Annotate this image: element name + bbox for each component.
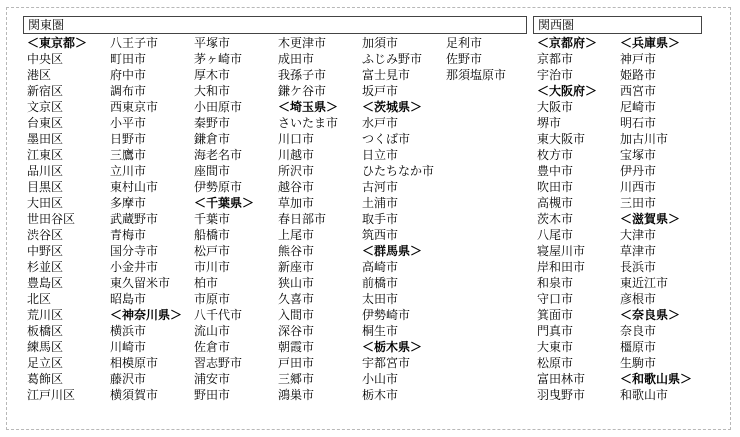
city-name: 高槻市 <box>537 196 574 210</box>
city-name: 市川市 <box>194 260 231 274</box>
city-name: 千葉市 <box>194 212 231 226</box>
city-name: ひたちなか市 <box>362 164 435 178</box>
city-name: 坂戸市 <box>362 84 399 98</box>
city-name: 三鷹市 <box>110 148 147 162</box>
city-name: 前橋市 <box>362 276 399 290</box>
prefecture-heading: ＜京都府＞ <box>537 36 598 50</box>
city-name: 武蔵野市 <box>110 212 159 226</box>
city-name: 戸田市 <box>278 356 315 370</box>
city-name: 日立市 <box>362 148 399 162</box>
city-name: 加古川市 <box>620 132 669 146</box>
city-name: 宇都宮市 <box>362 356 411 370</box>
kanto-column <box>194 35 254 403</box>
city-name: 足立区 <box>27 356 64 370</box>
city-name: 朝霞市 <box>278 340 315 354</box>
city-name: 台東区 <box>27 116 64 130</box>
city-name: 草津市 <box>620 244 657 258</box>
city-name: 土浦市 <box>362 196 399 210</box>
city-name: 中央区 <box>27 52 64 66</box>
city-name: 大東市 <box>537 340 574 354</box>
city-name: 練馬区 <box>27 340 64 354</box>
city-name: 浦安市 <box>194 372 231 386</box>
city-name: 伊勢崎市 <box>362 308 411 322</box>
city-name: 府中市 <box>110 68 147 82</box>
city-name: 松戸市 <box>194 244 231 258</box>
city-name: さいたま市 <box>278 116 339 130</box>
kansai-region-header: 関西圏 <box>533 16 702 34</box>
prefecture-heading: ＜大阪府＞ <box>537 84 598 98</box>
city-name: 茨木市 <box>537 212 574 226</box>
kanto-column <box>362 35 434 403</box>
city-name: 柏市 <box>194 276 219 290</box>
city-name: 小金井市 <box>110 260 159 274</box>
city-name: 成田市 <box>278 52 315 66</box>
city-name: 渋谷区 <box>27 228 64 242</box>
city-name: 東久留米市 <box>110 276 171 290</box>
city-name: 荒川区 <box>27 308 64 322</box>
city-name: 横浜市 <box>110 324 147 338</box>
prefecture-heading: ＜埼玉県＞ <box>278 100 339 114</box>
city-name: 所沢市 <box>278 164 315 178</box>
city-name: 川西市 <box>620 180 657 194</box>
city-name: 川越市 <box>278 148 315 162</box>
city-name: 狭山市 <box>278 276 315 290</box>
city-name: 守口市 <box>537 292 574 306</box>
city-name: 座間市 <box>194 164 231 178</box>
city-name: 港区 <box>27 68 52 82</box>
city-name: 堺市 <box>537 116 562 130</box>
city-name: 板橋区 <box>27 324 64 338</box>
prefecture-heading: ＜群馬県＞ <box>362 244 423 258</box>
city-name: 秦野市 <box>194 116 231 130</box>
city-name: 富田林市 <box>537 372 586 386</box>
city-name: 古河市 <box>362 180 399 194</box>
city-name: 習志野市 <box>194 356 243 370</box>
city-name: 深谷市 <box>278 324 315 338</box>
city-name: 入間市 <box>278 308 315 322</box>
city-name: 平塚市 <box>194 36 231 50</box>
city-name: 相模原市 <box>110 356 159 370</box>
city-name: 奈良市 <box>620 324 657 338</box>
city-name: 北区 <box>27 292 52 306</box>
city-name: 上尾市 <box>278 228 315 242</box>
city-name: 水戸市 <box>362 116 399 130</box>
city-name: 伊丹市 <box>620 164 657 178</box>
city-name: 松原市 <box>537 356 574 370</box>
city-name: 西東京市 <box>110 100 159 114</box>
city-name: 鴻巣市 <box>278 388 315 402</box>
kanto-region-header: 関東圏 <box>23 16 527 34</box>
prefecture-heading: ＜兵庫県＞ <box>620 36 681 50</box>
city-name: 新座市 <box>278 260 315 274</box>
city-name: 加須市 <box>362 36 399 50</box>
city-name: 久喜市 <box>278 292 315 306</box>
city-name: 箕面市 <box>537 308 574 322</box>
city-name: 吹田市 <box>537 180 574 194</box>
city-name: 江東区 <box>27 148 64 162</box>
prefecture-heading: ＜滋賀県＞ <box>620 212 681 226</box>
kanto-column <box>446 35 506 83</box>
city-name: 八王子市 <box>110 36 159 50</box>
city-name: つくば市 <box>362 132 411 146</box>
city-name: 墨田区 <box>27 132 64 146</box>
city-name: 春日部市 <box>278 212 327 226</box>
city-name: 宇治市 <box>537 68 574 82</box>
city-name: 宝塚市 <box>620 148 657 162</box>
city-name: 目黒区 <box>27 180 64 194</box>
city-name: 小田原市 <box>194 100 243 114</box>
city-name: 鎌倉市 <box>194 132 231 146</box>
city-name: 調布市 <box>110 84 147 98</box>
city-name: 神戸市 <box>620 52 657 66</box>
city-name: 羽曳野市 <box>537 388 586 402</box>
city-name: 太田市 <box>362 292 399 306</box>
city-name: 三郷市 <box>278 372 315 386</box>
city-name: 鎌ケ谷市 <box>278 84 327 98</box>
city-name: 大津市 <box>620 228 657 242</box>
city-name: 尼崎市 <box>620 100 657 114</box>
city-name: 我孫子市 <box>278 68 327 82</box>
city-name: 高崎市 <box>362 260 399 274</box>
city-name: 大田区 <box>27 196 64 210</box>
kansai-column <box>537 35 597 403</box>
city-name: 大阪市 <box>537 100 574 114</box>
city-name: 横須賀市 <box>110 388 159 402</box>
city-name: 世田谷区 <box>27 212 76 226</box>
city-name: 和歌山市 <box>620 388 669 402</box>
city-name: 船橋市 <box>194 228 231 242</box>
city-name: 豊中市 <box>537 164 574 178</box>
city-name: 青梅市 <box>110 228 147 242</box>
prefecture-heading: ＜奈良県＞ <box>620 308 681 322</box>
city-name: 熊谷市 <box>278 244 315 258</box>
prefecture-heading: ＜栃木県＞ <box>362 340 423 354</box>
kanto-column <box>278 35 338 403</box>
city-name: 京都市 <box>537 52 574 66</box>
city-name: 大和市 <box>194 84 231 98</box>
kanto-column <box>27 35 87 403</box>
city-name: 佐野市 <box>446 52 483 66</box>
city-name: 筑西市 <box>362 228 399 242</box>
city-name: 草加市 <box>278 196 315 210</box>
city-name: 新宿区 <box>27 84 64 98</box>
city-name: 木更津市 <box>278 36 327 50</box>
city-name: 海老名市 <box>194 148 243 162</box>
city-name: 姫路市 <box>620 68 657 82</box>
city-name: 市原市 <box>194 292 231 306</box>
city-name: 川崎市 <box>110 340 147 354</box>
city-name: 東近江市 <box>620 276 669 290</box>
kansai-column <box>620 35 692 403</box>
city-name: 八千代市 <box>194 308 243 322</box>
city-name: 岸和田市 <box>537 260 586 274</box>
city-name: 昭島市 <box>110 292 147 306</box>
city-name: 佐倉市 <box>194 340 231 354</box>
city-name: 足利市 <box>446 36 483 50</box>
city-name: 東村山市 <box>110 180 159 194</box>
city-name: 寝屋川市 <box>537 244 586 258</box>
city-name: 日野市 <box>110 132 147 146</box>
city-name: 栃木市 <box>362 388 399 402</box>
city-name: 伊勢原市 <box>194 180 243 194</box>
city-name: 品川区 <box>27 164 64 178</box>
prefecture-heading: ＜千葉県＞ <box>194 196 255 210</box>
city-name: 文京区 <box>27 100 64 114</box>
city-name: 立川市 <box>110 164 147 178</box>
city-name: 桐生市 <box>362 324 399 338</box>
city-name: 小山市 <box>362 372 399 386</box>
city-name: 門真市 <box>537 324 574 338</box>
city-name: 生駒市 <box>620 356 657 370</box>
city-name: 明石市 <box>620 116 657 130</box>
kanto-column <box>110 35 182 403</box>
city-name: 東大阪市 <box>537 132 586 146</box>
city-name: 厚木市 <box>194 68 231 82</box>
city-name: 取手市 <box>362 212 399 226</box>
city-name: 豊島区 <box>27 276 64 290</box>
city-name: 国分寺市 <box>110 244 159 258</box>
city-name: 野田市 <box>194 388 231 402</box>
city-name: 流山市 <box>194 324 231 338</box>
city-name: 橿原市 <box>620 340 657 354</box>
city-name: 藤沢市 <box>110 372 147 386</box>
prefecture-heading: ＜東京都＞ <box>27 36 88 50</box>
prefecture-heading: ＜茨城県＞ <box>362 100 423 114</box>
city-name: 杉並区 <box>27 260 64 274</box>
city-name: 町田市 <box>110 52 147 66</box>
city-name: 三田市 <box>620 196 657 210</box>
city-name: 西宮市 <box>620 84 657 98</box>
city-name: 彦根市 <box>620 292 657 306</box>
city-name: 川口市 <box>278 132 315 146</box>
city-name: 茅ヶ崎市 <box>194 52 243 66</box>
city-name: 富士見市 <box>362 68 411 82</box>
city-name: 多摩市 <box>110 196 147 210</box>
city-name: 枚方市 <box>537 148 574 162</box>
city-name: 葛飾区 <box>27 372 64 386</box>
city-name: 長浜市 <box>620 260 657 274</box>
city-name: 江戸川区 <box>27 388 76 402</box>
city-name: 越谷市 <box>278 180 315 194</box>
city-name: 那須塩原市 <box>446 68 507 82</box>
city-name: 八尾市 <box>537 228 574 242</box>
prefecture-heading: ＜神奈川県＞ <box>110 308 183 322</box>
city-name: ふじみ野市 <box>362 52 423 66</box>
city-name: 和泉市 <box>537 276 574 290</box>
city-name: 中野区 <box>27 244 64 258</box>
prefecture-heading: ＜和歌山県＞ <box>620 372 693 386</box>
city-name: 小平市 <box>110 116 147 130</box>
